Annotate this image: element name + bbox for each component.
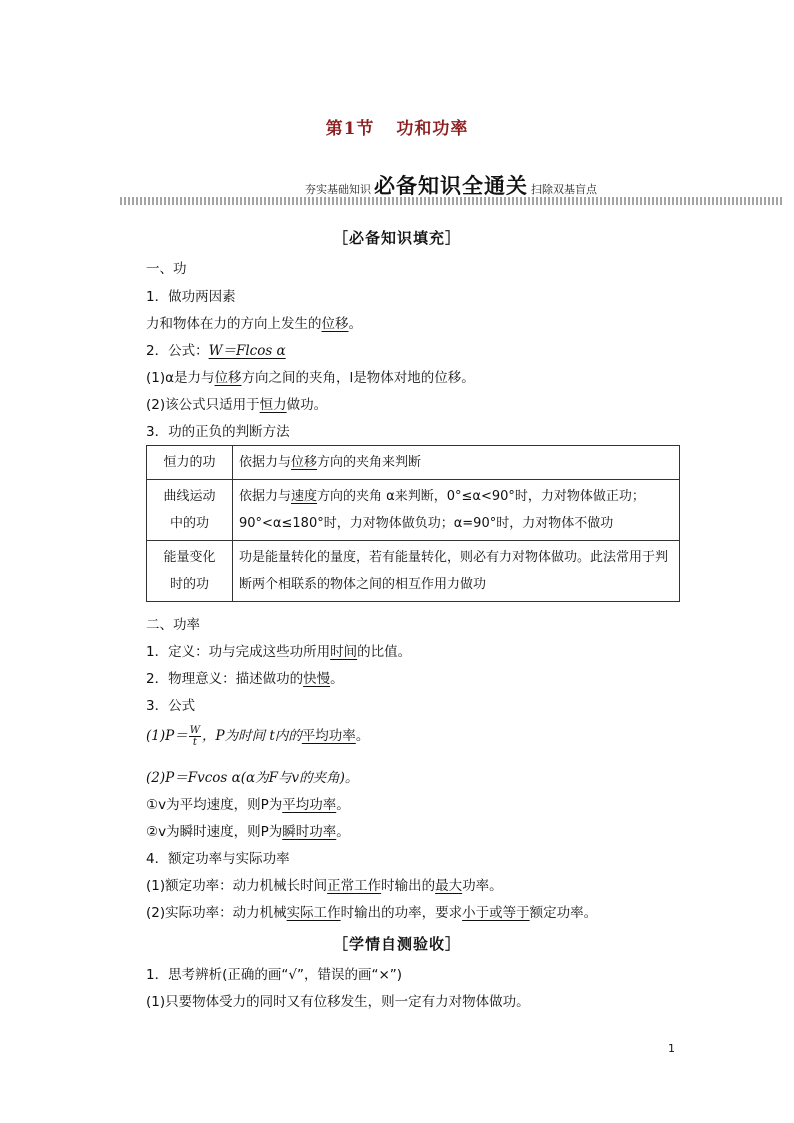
answer-blank: 瞬时功率: [282, 824, 337, 840]
p1-text: 力和物体在力的方向上发生的位移。: [146, 316, 362, 332]
p2-item2: (2)该公式只适用于恒力做功。: [146, 397, 328, 413]
power-meaning: 2．物理意义：描述做功的快慢。: [146, 671, 344, 687]
answer-blank: 快慢: [303, 671, 331, 687]
fill-heading: ［必备知识填充］: [332, 229, 461, 247]
answer-blank: 小于或等于: [462, 905, 530, 921]
work-formula: W＝Flcos α: [208, 343, 286, 359]
check-heading: ［学情自测验收］: [332, 935, 461, 953]
section-banner: [120, 168, 782, 208]
table-cell: 能量变化 时的功: [147, 541, 233, 602]
answer-blank: 位移: [291, 455, 318, 470]
table-cell: 恒力的功: [147, 446, 233, 480]
answer-blank: 恒力: [259, 397, 287, 413]
work-sign-table: [146, 445, 680, 602]
table-cell: 依据力与位移方向的夹角来判断: [233, 446, 680, 480]
answer-blank: 正常工作: [327, 878, 382, 894]
part2-heading: 二、功率: [146, 617, 200, 633]
answer-blank: 最大: [435, 878, 463, 894]
formula-heading: 3．公式: [146, 698, 196, 714]
banner-center-text: 必备知识全通关: [374, 174, 528, 198]
table-row: [147, 541, 680, 602]
table-row: [147, 480, 680, 541]
instant-power-formula: (2)P＝Fvcos α(α为F与v的夹角)。: [146, 770, 359, 786]
part1-heading: 一、功: [146, 261, 187, 277]
answer-blank: 位移: [214, 370, 242, 386]
answer-blank: 时间: [330, 644, 358, 660]
case-average: ①v为平均速度，则P为平均功率。: [146, 797, 350, 813]
case-instant: ②v为瞬时速度，则P为瞬时功率。: [146, 824, 350, 840]
p1-heading: 1．做功两因素: [146, 289, 236, 305]
actual-power: (2)实际功率：动力机械实际工作时输出的功率，要求小于或等于额定功率。: [146, 905, 598, 921]
banner-left-text: 夯实基础知识: [305, 183, 371, 196]
question-1-item-1: (1)只要物体受力的同时又有位移发生，则一定有力对物体做功。: [146, 994, 530, 1010]
rated-power-heading: 4．额定功率与实际功率: [146, 851, 290, 867]
answer-blank: 平均功率: [282, 797, 337, 813]
average-power-formula: (1)P＝ $\frac{W}{t}$ ，P为时间 t内的平均功率。: [146, 724, 370, 748]
answer-blank: 速度: [291, 489, 318, 504]
question-1: 1．思考辨析(正确的画“√”，错误的画“×”): [146, 967, 403, 983]
answer-blank: 平均功率: [301, 728, 356, 744]
answer-blank: 位移: [321, 316, 349, 332]
section-number: 第1节: [325, 119, 375, 139]
page-number: 1: [668, 1042, 675, 1055]
section-name: 功和功率: [396, 119, 469, 139]
power-definition: 1．定义：功与完成这些功所用时间的比值。: [146, 644, 412, 660]
table-cell: 曲线运动 中的功: [147, 480, 233, 541]
answer-blank: 实际工作: [286, 905, 341, 921]
table-cell: 功是能量转化的量度，若有能量转化，则必有力对物体做功。此法常用于判断两个相联系的物体之间的相互作用力做功: [233, 541, 680, 602]
page-title: [0, 114, 794, 139]
fraction: $\frac{W}{t}$: [189, 724, 200, 748]
table-cell: 依据力与速度方向的夹角 α来判断，0°≤α<90°时，力对物体做正功；90°<α≤180°时，力对物体做负功；α=90°时，力对物体不做功: [233, 480, 680, 541]
p2-formula-line: 2．公式：W＝Flcos α: [146, 343, 286, 359]
table-row: [147, 446, 680, 480]
p3-heading: 3．功的正负的判断方法: [146, 424, 290, 440]
rated-power: (1)额定功率：动力机械长时间正常工作时输出的最大功率。: [146, 878, 503, 894]
p2-item1: (1)α是力与位移方向之间的夹角，l是物体对地的位移。: [146, 370, 475, 386]
banner-right-text: 扫除双基盲点: [531, 183, 597, 196]
